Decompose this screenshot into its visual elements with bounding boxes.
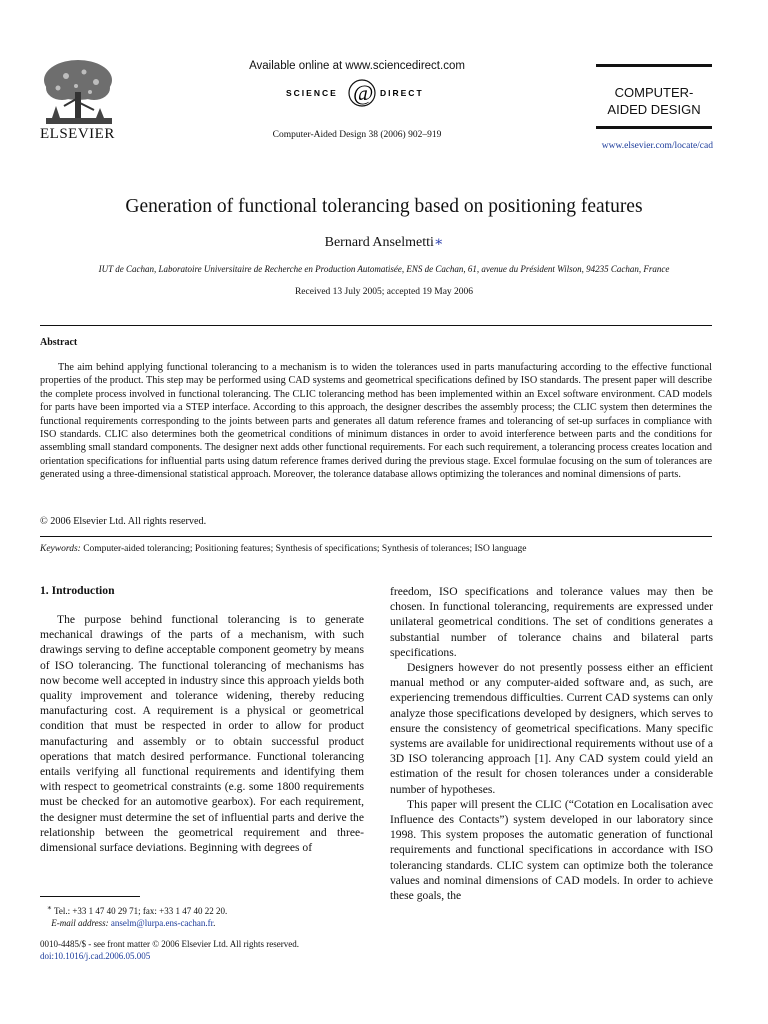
- affiliation: IUT de Cachan, Laboratoire Universitaire de Recherche en Production Automatisée, ENS de Cachan, 61, avenue du Président Wilson, 94235 Cachan, France: [98, 264, 670, 274]
- footnote-tel-text: Tel.: +33 1 47 40 29 71; fax: +33 1 47 40 22 20.: [53, 906, 228, 916]
- sd-logo-right: DIRECT: [380, 88, 424, 98]
- footnote-email: [40, 917, 364, 929]
- sd-logo-at: @: [353, 80, 374, 105]
- keywords-label: Keywords:: [40, 544, 81, 554]
- divider-top: [40, 325, 712, 326]
- email-end: .: [213, 918, 216, 928]
- journal-box-top-rule: [596, 64, 712, 67]
- abstract-heading: Abstract: [40, 337, 78, 348]
- footnote: [40, 902, 364, 929]
- sciencedirect-logo[interactable]: [280, 76, 470, 110]
- abstract-copyright: © 2006 Elsevier Ltd. All rights reserved.: [40, 516, 207, 527]
- email-label: E-mail address:: [51, 918, 109, 928]
- publisher-name: ELSEVIER: [40, 126, 115, 142]
- article-title: Generation of functional tolerancing based on positioning features: [125, 196, 643, 217]
- author-line: [0, 234, 768, 251]
- doi-link[interactable]: doi:10.1016/j.cad.2006.05.005: [40, 951, 151, 961]
- left-column: [40, 612, 364, 855]
- available-online-line[interactable]: Available online at www.sciencedirect.com: [249, 60, 465, 72]
- keywords-text: Computer-aided tolerancing; Positioning features; Synthesis of specifications; Synthesis of tolerances; ISO language: [83, 544, 527, 554]
- paragraph: The purpose behind functional tolerancing is to generate mechanical drawings of the parts of a mechanism, with such drawings serving to define acceptable component geometry by means of ISO tolerancing. The functional tolerancing of mechanisms has now become well accepted in industry since this approach yields both quality improvement and tolerance widening, thereby reducing manufacturing cost. A requirement is a physical or geometrical condition that must be respected in order to allow for product manufacturing and assembly or to obtain successful product operations that match desired performance. Functional tolerancing entails verifying all functional requirements and identifying them with respect to geometrical constraints (e.g. some 1800 requirements must be checked for an automotive gearbox). For each requirement, the designer must determine the set of influential parts and derive the relationship between the geometrical requirement and three-dimensional surface deviations. Beginning with degrees of: [40, 613, 364, 855]
- divider-bottom: [40, 536, 712, 537]
- keywords-line: [40, 544, 527, 554]
- paragraph: This paper will present the CLIC (“Cotation en Localisation avec Influence des Contacts”) system developed in our laboratory since 1998. This system proposes the automatic generation of functional requirements and functional specifications in accordance with ISO tolerancing standards. CLIC system can optimize both the tolerance values and nominal dimensions of CAD models. In order to achieve these goals, the: [390, 797, 713, 903]
- sd-logo-left: SCIENCE: [286, 88, 338, 98]
- issn-line: 0010-4485/$ - see front matter © 2006 Elsevier Ltd. All rights reserved.: [40, 939, 300, 949]
- author-name: Bernard Anselmetti: [324, 235, 434, 250]
- paragraph: Designers however do not presently possess either an efficient manual method or any computer-aided software and, as such, are experiencing tremendous difficulties. Current CAD systems can only analyze those specifications developed by designers, which serves to ensure the consistency of geometrical specifications. Many specific systems are available for unidirectional requirements without use of a 3D ISO tolerancing approach [1]. Any CAD system could yield an estimation of the result for chosen tolerances under a considerable number of hypotheses.: [390, 661, 713, 796]
- author-footnote-link[interactable]: ∗: [433, 235, 444, 250]
- right-column: [390, 584, 713, 903]
- footnote-rule: [40, 896, 140, 897]
- email-link[interactable]: anselm@lurpa.ens-cachan.fr: [110, 918, 214, 928]
- section-heading: 1. Introduction: [40, 584, 115, 597]
- footnote-tel: [40, 902, 364, 917]
- journal-url-link[interactable]: www.elsevier.com/locate/cad: [601, 141, 713, 151]
- journal-citation: Computer-Aided Design 38 (2006) 902–919: [272, 130, 442, 140]
- abstract-body: The aim behind applying functional tolerancing to a mechanism is to widen the tolerances used in parts manufacturing according to the effective functional properties of the product. This step may be performed using CAD systems and geometrical specifications defined by ISO standards. The present paper will describe the complete process involved in functional tolerancing. The CLIC tolerancing method has been implemented within an Excel software environment. CAD models for parts have been imported via a STEP interface. According to this approach, the designer describes the assembly process; the CLIC system then determines the functional requirements corresponding to the joints between parts and generates all datum reference frames and tolerancing of set-up surfaces in compliance with ISO standards. CLIC also determines both the geometrical conditions of minimum distances in order to avoid interference between parts and the conditions for assembling small standard components. The designer next adds other functional requirements. For each such requirement, a tolerancing process creates location and orientation specifications for influential parts using datum reference frames derived during the previous stage. Excel formulae focusing on the sum of tolerances are generated using a three-dimensional statistical approach. Moreover, the tolerance database allows optimizing the tolerances and nominal dimensions of parts.: [40, 362, 712, 481]
- journal-name: COMPUTER-AIDED DESIGN: [607, 85, 701, 117]
- paragraph: freedom, ISO specifications and tolerance values may then be chosen. In functional tolerancing, requirements are expressed under unilateral geometrical conditions. The set of conditions generates a substantial number of tolerance chains and bilateral parts specifications.: [390, 585, 713, 659]
- received-dates: Received 13 July 2005; accepted 19 May 2006: [294, 287, 474, 297]
- footnote-mark: ∗: [46, 903, 52, 912]
- journal-box-bottom-rule: [596, 126, 712, 129]
